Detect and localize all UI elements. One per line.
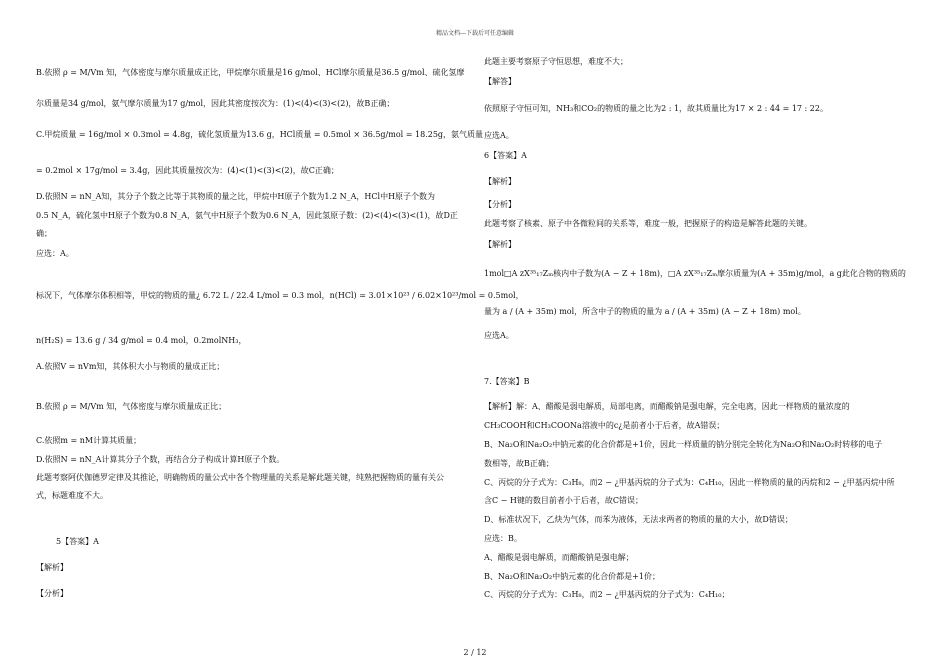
text-line: 0.5 N_A，硫化氢中H原子个数为0.8 N_A，氨气中H原子个数为0.6 N_A，因此氢原子数：(2)<(4)<(3)<(1)，故D正 [36,211,458,220]
section-heading: 【分析】 [36,589,68,598]
answer-heading: 6【答案】A [484,151,527,160]
text-line: C、丙烷的分子式为：C₃H₈，而2 − ¿甲基丙烷的分子式为：C₄H₁₀； [484,590,730,599]
text-line: CH₃COOH和CH₃COONa溶液中的c¿是前者小于后者，故A错误； [484,421,725,430]
text-line: 应选A。 [484,131,514,140]
section-heading: 【解析】 [36,563,68,572]
page-header: 精品文档---下载后可任意编辑 [435,30,515,37]
section-heading: 【分析】 [484,200,516,209]
text-line: D、标准状况下，乙炔为气体，而苯为液体，无法求两者的物质的量的大小，故D错误； [484,515,793,524]
text-line: 1mol□A zX³⁵₁₇Zₘ核内中子数为(A − Z + 18m)，□A zX³⁵₁₇Zₘ摩尔质量为(A + 35m)g/mol，a g此化合物的物质的 [484,269,906,278]
text-line: 依照原子守恒可知，NH₃和CO₂的物质的量之比为2 : 1，故其质量比为17 × 2 : 44 = 17 : 22。 [484,104,828,113]
text-line: 标况下，气体摩尔体积相等，甲烷的物质的量¿ 6.72 L / 22.4 L/mol = 0.3 mol，n(HCl) = 3.01×10²³ / 6.02×10²³/mol = 0.5mol， [36,291,524,300]
text-line: C.依照m = nM计算其质量； [36,436,142,445]
text-line: B、Na₂O和Na₂O₂中钠元素的化合价都是+1价，因此一样质量的钠分别完全转化为Na₂O和Na₂O₂时转移的电子 [484,440,883,449]
text-line: n(H₂S) = 13.6 g / 34 g/mol = 0.4 mol，0.2molNH₃， [36,336,247,345]
text-line: C.甲烷质量 = 16g/mol × 0.3mol = 4.8g，硫化氢质量为13.6 g，HCl质量 = 0.5mol × 36.5g/mol = 18.25g，氨气质量 [36,130,484,139]
text-line: B.依照 ρ = M/Vm 知，气体密度与摩尔质量成正比； [36,402,227,411]
text-line: 式，标题难度不大。 [36,491,108,500]
text-line: A.依照V = nVm知，其体积大小与物质的量成正比； [36,362,225,371]
text-line: A、醋酸是弱电解质，而醋酸钠是强电解； [484,553,634,562]
answer-heading: 5【答案】A [56,537,99,546]
text-line: D.依照N = nN_A计算其分子个数，再结合分子构成计算H原子个数。 [36,455,285,464]
text-line: C、丙烷的分子式为：C₃H₈，而2 − ¿甲基丙烷的分子式为：C₄H₁₀，因此一样物质的量的丙烷和2 − ¿甲基丙烷中所 [484,478,895,487]
text-line: 应选：A。 [36,249,74,258]
text-line: B.依照 ρ = M/Vm 知，气体密度与摩尔质量成正比，甲烷摩尔质量是16 g/mol、HCl摩尔质量是36.5 g/mol、硫化氢摩 [36,68,465,77]
section-heading: 【解答】 [484,77,516,86]
text-line: 尔质量是34 g/mol，氨气摩尔质量为17 g/mol，因此其密度按次为：(1)<(4)<(3)<(2)，故B正确； [36,99,395,108]
text-line: 此题考察阿伏伽德罗定律及其推论，明确物质的量公式中各个物理量的关系是解此题关键，纯熟把握物质的量有关公 [36,473,444,482]
section-heading: 【解析】 [484,177,516,186]
text-line: 含C − H键的数目前者小于后者，故C错误； [484,496,644,505]
text-line: 数相等，故B正确； [484,459,554,468]
text-line: 量为 a / (A + 35m) mol，所含中子的物质的量为 a / (A + 35m) (A − Z + 18m) mol。 [484,307,806,316]
page-number: 2 / 12 [463,648,487,657]
text-line: D.依照N = nN_A知，其分子个数之比等于其物质的量之比，甲烷中H原子个数为1.2 N_A，HCl中H原子个数为 [36,192,436,201]
section-heading: 【解析】 [484,240,516,249]
text-line: 此题考察了核素、原子中各微粒间的关系等，难度一般，把握原子的构造是解答此题的关键。 [484,219,812,228]
text-line: B、Na₂O和Na₂O₂中钠元素的化合价都是+1价； [484,572,660,581]
text-line: 此题主要考察原子守恒思想，难度不大； [484,57,628,66]
text-line: 应选：B。 [484,534,522,543]
text-line: 确； [36,229,52,238]
text-line: 应选A。 [484,331,514,340]
answer-heading: 7.【答案】B [484,377,530,386]
text-line: 【解析】解：A、醋酸是弱电解质，局部电离，而醋酸钠是强电解，完全电离，因此一样物质的量浓度的 [484,402,850,411]
text-line: = 0.2mol × 17g/mol = 3.4g，因此其质量按次为：(4)<(1)<(3)<(2)，故C正确； [36,166,339,175]
